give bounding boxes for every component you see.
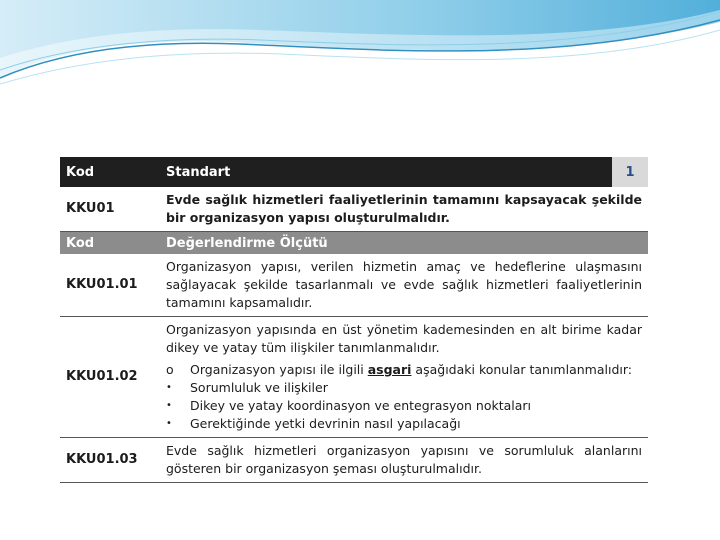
header-row-criteria	[60, 232, 648, 255]
bullet-list	[166, 379, 642, 433]
bullet-text: Sorumluluk ve ilişkiler	[190, 380, 328, 395]
standard-text: Evde sağlık hizmetleri faaliyetlerinin tamamını kapsayacak şekilde bir organizasyon yapısı oluşturulmalıdır.	[160, 187, 648, 232]
standard-table	[60, 157, 648, 483]
criteria-code: KKU01.03	[60, 438, 160, 483]
standard-document	[60, 157, 648, 483]
circle-marker-icon: o	[166, 362, 174, 377]
sub-item-emphasis: asgari	[367, 362, 412, 377]
sub-item-prefix: Organizasyon yapısı ile ilgili	[190, 362, 368, 377]
bullet-item	[166, 397, 642, 415]
sub-item	[166, 361, 642, 379]
criteria-code: KKU01.01	[60, 254, 160, 317]
header-standart: Standart	[160, 157, 612, 187]
criteria-text: Organizasyon yapısı, verilen hizmetin amaç ve hedeflerine ulaşmasını sağlayacak şekilde tasarlanmalı ve evde sağlık hizmetleri faaliyetlerinin tamamını kapsamalıdır.	[160, 254, 648, 317]
standard-number: 1	[612, 157, 648, 187]
bullet-icon: •	[166, 418, 172, 429]
bullet-icon: •	[166, 400, 172, 411]
criteria-text: Organizasyon yapısında en üst yönetim kademesinden en alt birime kadar dikey ve yatay tüm ilişkiler tanımlanmalıdır.	[166, 322, 642, 355]
standard-row	[60, 187, 648, 232]
header-kod: Kod	[60, 157, 160, 187]
criteria-row	[60, 254, 648, 317]
criteria-code: KKU01.02	[60, 317, 160, 438]
criteria-row	[60, 438, 648, 483]
criteria-row	[60, 317, 648, 438]
header-row-standard	[60, 157, 648, 187]
bullet-text: Gerektiğinde yetki devrinin nasıl yapılacağı	[190, 416, 461, 431]
criteria-cell	[160, 317, 648, 438]
standard-code: KKU01	[60, 187, 160, 232]
decorative-header-wave	[0, 0, 720, 110]
header-criteria: Değerlendirme Ölçütü	[160, 232, 648, 255]
sub-item-suffix: aşağıdaki konular tanımlanmalıdır:	[411, 362, 632, 377]
bullet-icon: •	[166, 382, 172, 393]
bullet-item	[166, 415, 642, 433]
header-kod-2: Kod	[60, 232, 160, 255]
sub-item-text	[190, 361, 642, 379]
bullet-item	[166, 379, 642, 397]
bullet-text: Dikey ve yatay koordinasyon ve entegrasyon noktaları	[190, 398, 532, 413]
criteria-text: Evde sağlık hizmetleri organizasyon yapısını ve sorumluluk alanlarını gösteren bir organizasyon şeması oluşturulmalıdır.	[160, 438, 648, 483]
